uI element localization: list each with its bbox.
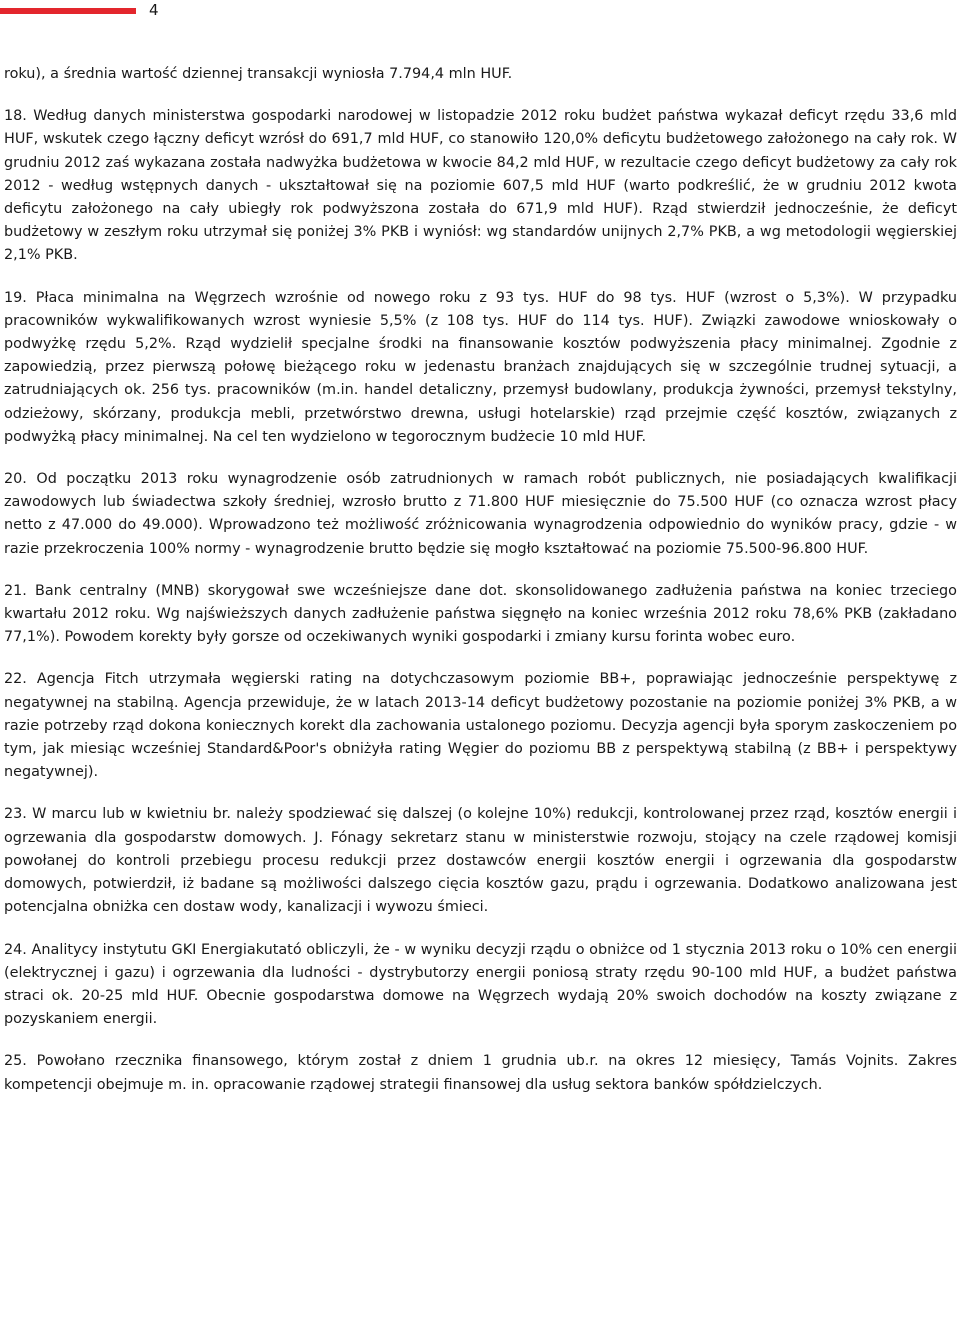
page-number: 4 bbox=[149, 1, 159, 19]
paragraph-25: 25. Powołano rzecznika finansowego, którym został z dniem 1 grudnia ub.r. na okres 12 miesięcy, Tamás Vojnits. Zakres kompetencji obejmuje m. in. opracowanie rządowej strategii finansowej dla usług sektora banków spółdzielczych. bbox=[4, 1053, 957, 1093]
paragraph-22: 22. Agencja Fitch utrzymała węgierski rating na dotychczasowym poziomie BB+, poprawiając jednocześnie perspektywę z negatywnej na stabilną. Agencja przewiduje, że w latach 2013-14 deficyt budżetowy pozostanie na poziomie poniżej 3% PKB, a w razie potrzeby rząd dokona koniecznych korekt dla zachowania ustalonego poziomu. Decyzja agencji była sporym zaskoczeniem po tym, jak miesiąc wcześniej Standard&Poor's obniżyła rating Węgier do poziomu BB z perspektywą stabilną (z BB+ i perspektywy negatywnej). bbox=[4, 671, 957, 781]
paragraph-21: 21. Bank centralny (MNB) skorygował swe wcześniejsze dane dot. skonsolidowanego zadłużenia państwa na koniec trzeciego kwartału 2012 roku. Wg najświeższych danych zadłużenie państwa sięgnęło na koniec września 2012 roku 78,6% PKB (zakładano 77,1%). Powodem korekty były gorsze od oczekiwanych wyniki gospodarki i zmiany kursu forinta wobec euro. bbox=[4, 582, 957, 646]
paragraph-24: 24. Analitycy instytutu GKI Energiakutató obliczyli, że - w wyniku decyzji rządu o obniżce od 1 stycznia 2013 roku o 10% cen energii (elektrycznej i gazu) i ogrzewania dla ludności - dystrybutorzy energii poniosą straty rzędu 90-100 mld HUF, a budżet państwa straci ok. 20-25 mld HUF. Obecnie gospodarstwa domowe na Węgrzech wydają 20% swoich dochodów na koszty związane z pozyskaniem energii. bbox=[4, 941, 957, 1028]
paragraph-20: 20. Od początku 2013 roku wynagrodzenie osób zatrudnionych w ramach robót publicznych, nie posiadających kwalifikacji zawodowych lub świadectwa szkoły średniej, wzrosło brutto z 71.800 HUF miesięcznie do 75.500 HUF (co oznacza wzrost płacy netto z 47.000 do 49.000). Wprowadzono też możliwość zróżnicowania wynagrodzenia odpowiednio do wyników pracy, gdzie - w razie przekroczenia 100% normy - wynagrodzenie brutto będzie się mogło kształtować na poziomie 75.500-96.800 HUF. bbox=[4, 471, 957, 557]
paragraph-18: 18. Według danych ministerstwa gospodarki narodowej w listopadzie 2012 roku budżet państwa wykazał deficyt rzędu 33,6 mld HUF, wskutek czego łączny deficyt wzrósł do 691,7 mld HUF, co stanowiło 120,0% deficytu budżetowego założonego na cały rok. W grudniu 2012 zaś wykazana została nadwyżka budżetowa w kwocie 84,2 mld HUF, w rezultacie czego deficyt budżetowy za cały rok 2012 - według wstępnych danych - ukształtował się na poziomie 607,5 mld HUF (warto podkreślić, że w grudniu 2012 kwota deficytu założonego na cały ubiegły rok podwyższona została do 671,9 mld HUF). Rząd stwierdził jednocześnie, że deficyt budżetowy w zeszłym roku utrzymał się poniżej 3% PKB i wyniósł: wg standardów unijnych 2,7% PKB, a wg metodologii węgierskiej 2,1% PKB. bbox=[4, 108, 957, 264]
paragraph-23: 23. W marcu lub w kwietniu br. należy spodziewać się dalszej (o kolejne 10%) redukcji, kontrolowanej przez rząd, kosztów energii i ogrzewania dla gospodarstw domowych. J. Fónagy sekretarz stanu w ministerstwie rozwoju, stojący na czele rządowej komisji powołanej do kontroli przebiegu procesu redukcji przez dostawców energii kosztów energii i ogrzewania dla gospodarstw domowych, potwierdził, iż badane są możliwości dalszego cięcia kosztów gazu, prądu i ogrzewania. Dodatkowo analizowana jest potencjalna obniżka cen dostaw wody, kanalizacji i wywozu śmieci. bbox=[4, 806, 957, 916]
paragraph-19: 19. Płaca minimalna na Węgrzech wzrośnie od nowego roku z 93 tys. HUF do 98 tys. HUF (wzrost o 5,3%). W przypadku pracowników wykwalifikowanych wzrost wyniesie 5,5% (z 108 tys. HUF do 114 tys. HUF). Związki zawodowe wnioskowały o podwyżkę rzędu 5,2%. Rząd wydzielił specjalne środki na finansowanie kosztów podwyższenia płacy minimalnej. Zgodnie z zapowiedzią, przez pierwszą połowę bieżącego roku w jedenastu branżach znajdujących się w szczególnie trudnej sytuacji, a zatrudniających ok. 256 tys. pracowników (m.in. handel detaliczny, przemysł budowlany, produkcja żywności, przemysł tekstylny, odzieżowy, skórzany, produkcja mebli, przetwórstwo drewna, usługi hotelarskie) rząd przejmie część kosztów, związanych z podwyżką płacy minimalnej. Na cel ten wydzielono w tegorocznym budżecie 10 mld HUF. bbox=[4, 289, 957, 445]
header-accent-bar bbox=[0, 8, 136, 14]
intro-line: roku), a średnia wartość dziennej transakcji wyniosła 7.794,4 mln HUF. bbox=[4, 66, 513, 82]
document-body bbox=[4, 63, 957, 1116]
